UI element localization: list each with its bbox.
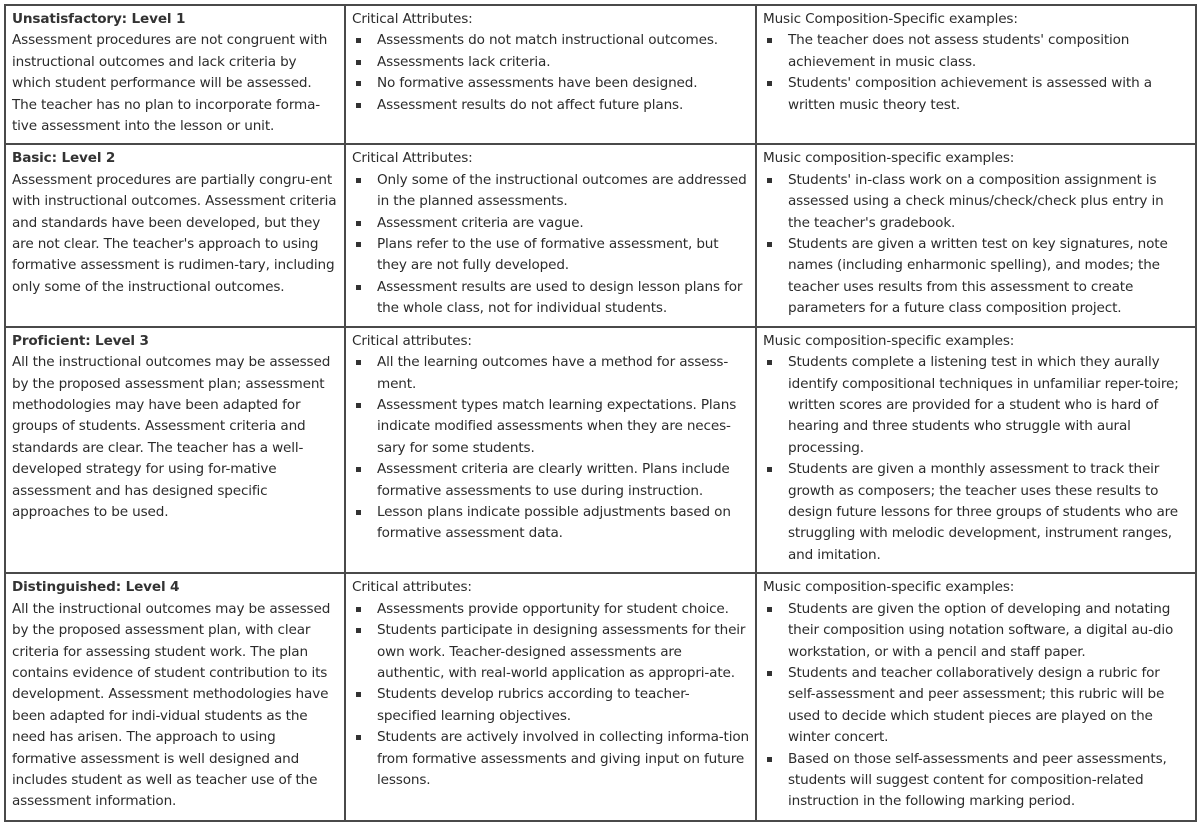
level-description: Assessment procedures are partially congru-ent with instructional outcomes. Assessment criteria and standards have been developed, but they are not clear. The teacher's approach to using formative assessment is rudimen-tary, including only some of the instructional outcomes. (12, 171, 337, 295)
examples-heading: Music composition-specific examples: (763, 332, 1015, 349)
critical-attributes-cell (345, 327, 756, 574)
attribute-item-text: Assessment results are used to design lesson plans for the whole class, not for individual students. (377, 278, 743, 317)
square-bullet-icon (767, 360, 772, 365)
assessment-rubric-table (4, 4, 1197, 822)
rubric-body (5, 5, 1196, 821)
example-item (763, 749, 1189, 813)
critical-attributes-heading: Critical Attributes: (352, 11, 473, 27)
square-bullet-icon (767, 242, 772, 247)
attribute-item (352, 170, 749, 213)
example-item-text: Students are given a monthly assessment to track their growth as composers; the teacher uses these results to design future lessons for three groups of students who are struggling with melodic development, instrument ranges, and imitation. (788, 461, 1179, 563)
example-item-text: Students are given a written test on key signatures, note names (including enharmonic spelling), and modes; the teacher uses results from this assessment to create parameters for a future class composition project. (788, 235, 1168, 317)
attribute-item-text: Assessments lack criteria. (377, 53, 551, 70)
attribute-item-text: Lesson plans indicate possible adjustments based on formative assessment data. (377, 504, 731, 542)
critical-attributes-heading: Critical Attributes: (352, 150, 473, 167)
level-title: Distinguished: Level 4 (12, 579, 180, 596)
rubric-row-proficient (5, 327, 1196, 574)
example-item-text: The teacher does not assess students' composition achievement in music class. (788, 32, 1130, 70)
square-bullet-icon (767, 607, 772, 612)
square-bullet-icon (356, 285, 361, 290)
example-item (763, 459, 1189, 566)
attribute-item (352, 599, 749, 620)
example-item (763, 599, 1189, 663)
attribute-item-text: Assessment criteria are clearly written. Plans include formative assessments to use during instruction. (377, 461, 730, 499)
square-bullet-icon (767, 467, 772, 472)
examples-heading: Music composition-specific examples: (763, 150, 1015, 167)
attribute-item-text: Only some of the instructional outcomes are addressed in the planned assessments. (377, 171, 747, 210)
square-bullet-icon (356, 103, 361, 108)
square-bullet-icon (767, 757, 772, 762)
square-bullet-icon (356, 510, 361, 515)
square-bullet-icon (356, 38, 361, 43)
attribute-item-text: Assessments do not match instructional outcomes. (377, 32, 718, 49)
example-item-text: Students are given the option of developing and notating their composition using notation software, a digital au-dio workstation, or with a pencil and staff paper. (788, 600, 1174, 660)
examples-cell-list (763, 352, 1189, 566)
attribute-item (352, 234, 749, 277)
examples-cell-list (763, 599, 1189, 813)
square-bullet-icon (356, 467, 361, 472)
level-cell (5, 573, 345, 821)
attribute-item-text: Assessment results do not affect future plans. (377, 96, 684, 113)
square-bullet-icon (767, 81, 772, 86)
examples-cell (756, 5, 1196, 144)
level-cell (5, 144, 345, 326)
attribute-item (352, 727, 749, 791)
attribute-item (352, 30, 749, 51)
attribute-item-text: Plans refer to the use of formative assessment, but they are not fully developed. (377, 235, 719, 274)
attribute-item (352, 684, 749, 727)
level-title: Basic: Level 2 (12, 150, 116, 167)
attribute-item (352, 73, 749, 94)
level-description: Assessment procedures are not congruent with instructional outcomes and lack criteria by which student performance will be assessed. The teacher has no plan to incorporate forma-tive assessment into the lesson or unit. (12, 32, 328, 135)
attribute-item (352, 213, 749, 234)
level-description: All the instructional outcomes may be assessed by the proposed assessment plan; assessment methodologies may have been adapted for groups of students. Assessment criteria and standards are clear. The teacher has a well-developed strategy for using for-mative assessment and has designed specific approaches to be used. (12, 354, 331, 521)
example-item-text: Students complete a listening test in which they aurally identify compositional techniques in unfamiliar reper-toire; written scores are provided for a student who is hard of hearing and three students who struggle with aural processing. (788, 354, 1179, 456)
square-bullet-icon (356, 692, 361, 697)
example-item (763, 170, 1189, 234)
attribute-item (352, 352, 749, 395)
square-bullet-icon (356, 607, 361, 612)
rubric-row-distinguished (5, 573, 1196, 821)
critical-attributes-cell-list (352, 170, 749, 320)
example-item-text: Students' composition achievement is assessed with a written music theory test. (788, 75, 1152, 113)
critical-attributes-heading: Critical attributes: (352, 332, 472, 349)
examples-heading: Music Composition-Specific examples: (763, 11, 1018, 27)
attribute-item-text: Assessment types match learning expectations. Plans indicate modified assessments when they are neces-sary for some students. (377, 396, 737, 456)
level-cell (5, 5, 345, 144)
level-title: Unsatisfactory: Level 1 (12, 11, 186, 27)
square-bullet-icon (356, 403, 361, 408)
attribute-item (352, 277, 749, 320)
square-bullet-icon (356, 60, 361, 65)
example-item (763, 234, 1189, 320)
square-bullet-icon (767, 38, 772, 43)
attribute-item-text: All the learning outcomes have a method for assess-ment. (377, 354, 729, 392)
rubric-row-basic (5, 144, 1196, 326)
examples-cell-list (763, 30, 1189, 116)
square-bullet-icon (356, 628, 361, 633)
example-item (763, 352, 1189, 459)
example-item (763, 30, 1189, 73)
square-bullet-icon (767, 671, 772, 676)
square-bullet-icon (356, 242, 361, 247)
critical-attributes-cell-list (352, 30, 749, 116)
attribute-item (352, 459, 749, 502)
square-bullet-icon (356, 735, 361, 740)
level-title: Proficient: Level 3 (12, 332, 149, 349)
example-item-text: Students' in-class work on a composition assignment is assessed using a check minus/check/check plus entry in the teacher's gradebook. (788, 171, 1164, 231)
critical-attributes-heading: Critical attributes: (352, 579, 472, 596)
example-item (763, 73, 1189, 116)
square-bullet-icon (356, 178, 361, 183)
attribute-item-text: Students participate in designing assessments for their own work. Teacher-designed assessments are authentic, with real-world application as appropri-ate. (377, 622, 746, 681)
level-description: All the instructional outcomes may be assessed by the proposed assessment plan, with clear criteria for assessing student work. The plan contains evidence of student contribution to its development. Assessment methodologies have been adapted for indi-vidual students as the need has arisen. The approach to using formative assessment is well designed and includes student as well as teacher use of the assessment information. (12, 600, 331, 810)
attribute-item (352, 502, 749, 545)
rubric-row-unsatisfactory (5, 5, 1196, 144)
critical-attributes-cell-list (352, 352, 749, 545)
critical-attributes-cell-list (352, 599, 749, 792)
attribute-item (352, 95, 749, 116)
example-item (763, 663, 1189, 749)
critical-attributes-cell (345, 5, 756, 144)
square-bullet-icon (356, 221, 361, 226)
attribute-item (352, 395, 749, 459)
examples-cell-list (763, 170, 1189, 320)
attribute-item-text: Assessment criteria are vague. (377, 214, 584, 231)
examples-cell (756, 573, 1196, 821)
attribute-item-text: Students are actively involved in collecting informa-tion from formative assessments and giving input on future lessons. (377, 729, 749, 789)
examples-cell (756, 144, 1196, 326)
example-item-text: Students and teacher collaboratively design a rubric for self-assessment and peer assessment; this rubric will be used to decide which student pieces are played on the winter concert. (788, 664, 1165, 746)
square-bullet-icon (356, 360, 361, 365)
attribute-item-text: No formative assessments have been designed. (377, 75, 698, 92)
square-bullet-icon (767, 178, 772, 183)
attribute-item (352, 620, 749, 684)
examples-heading: Music composition-specific examples: (763, 579, 1015, 596)
examples-cell (756, 327, 1196, 574)
critical-attributes-cell (345, 144, 756, 326)
attribute-item-text: Students develop rubrics according to teacher-specified learning objectives. (377, 686, 690, 724)
example-item-text: Based on those self-assessments and peer assessments, students will suggest content for composition-related instruction in the following marking period. (788, 750, 1167, 810)
level-cell (5, 327, 345, 574)
attribute-item-text: Assessments provide opportunity for student choice. (377, 600, 729, 617)
critical-attributes-cell (345, 573, 756, 821)
square-bullet-icon (356, 81, 361, 86)
attribute-item (352, 52, 749, 73)
